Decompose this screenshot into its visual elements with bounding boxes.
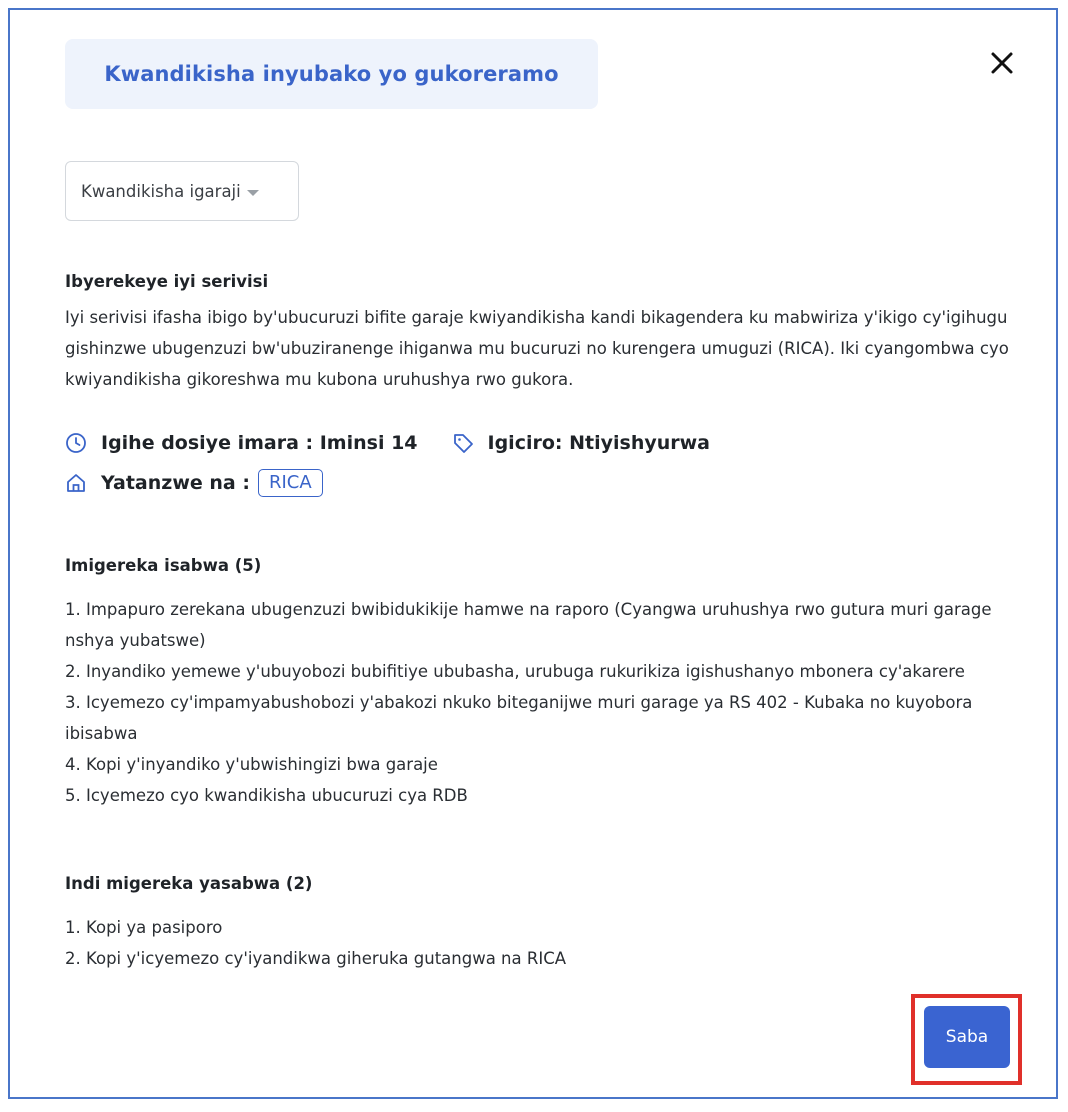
modal-title-box xyxy=(65,39,598,109)
about-heading: Ibyerekeye iyi serivisi xyxy=(65,272,269,291)
provider-badge: RICA xyxy=(258,469,323,497)
provider-label: Yatanzwe na : xyxy=(101,472,250,494)
chevron-down-icon xyxy=(247,190,259,196)
price-text: Igiciro: Ntiyishyurwa xyxy=(487,432,710,454)
duration-text: Igihe dosiye imara : Iminsi 14 xyxy=(101,432,418,454)
tag-icon xyxy=(452,432,474,454)
meta-row-duration xyxy=(65,432,710,454)
modal-title: Kwandikisha inyubako yo gukoreramo xyxy=(104,62,559,86)
list-item: 4. Kopi y'inyandiko y'ubwishingizi bwa garaje xyxy=(65,755,438,774)
about-description: Iyi serivisi ifasha ibigo by'ubucuruzi bifite garaje kwiyandikisha kandi bikagendera ku mabwiriza y'ikigo cy'igihugu gishinzwe ubugenzuzi bw'ubuziranenge ihiganwa mu bucuruzi no kurengera umuguzi (RICA). Iki cyangombwa cyo kwiyandikisha gikoreshwa mu kubona uruhushya rwo gukora. xyxy=(65,308,1009,389)
list-item: 1. Impapuro zerekana ubugenzuzi bwibidukikije hamwe na raporo (Cyangwa uruhushya rwo gutura muri garage nshya yubatswe) xyxy=(65,600,992,650)
meta-row-provider xyxy=(65,469,323,497)
clock-icon xyxy=(65,432,87,454)
close-button[interactable] xyxy=(987,48,1017,78)
required-attachments-heading: Imigereka isabwa (5) xyxy=(65,556,262,575)
list-item: 3. Icyemezo cy'impamyabushobozi y'abakozi nkuko biteganijwe muri garage ya RS 402 - Kubaka no kuyobora ibisabwa xyxy=(65,693,973,743)
home-icon xyxy=(65,472,87,494)
optional-attachments-heading: Indi migereka yasabwa (2) xyxy=(65,874,313,893)
list-item: 2. Kopi y'icyemezo cy'iyandikwa giheruka gutangwa na RICA xyxy=(65,949,567,968)
dropdown-selected-value: Kwandikisha igaraji xyxy=(81,181,241,201)
optional-attachments-list xyxy=(65,912,1025,974)
service-dropdown[interactable] xyxy=(65,161,299,221)
list-item: 2. Inyandiko yemewe y'ubuyobozi bubifitiye ububasha, urubuga rukurikiza igishushanyo mbonera cy'akarere xyxy=(65,662,965,681)
close-icon xyxy=(987,48,1017,78)
service-modal xyxy=(8,8,1058,1099)
required-attachments-list xyxy=(65,594,1025,811)
list-item: 5. Icyemezo cyo kwandikisha ubucuruzi cya RDB xyxy=(65,786,468,805)
list-item: 1. Kopi ya pasiporo xyxy=(65,918,223,937)
apply-button[interactable]: Saba xyxy=(924,1006,1010,1068)
